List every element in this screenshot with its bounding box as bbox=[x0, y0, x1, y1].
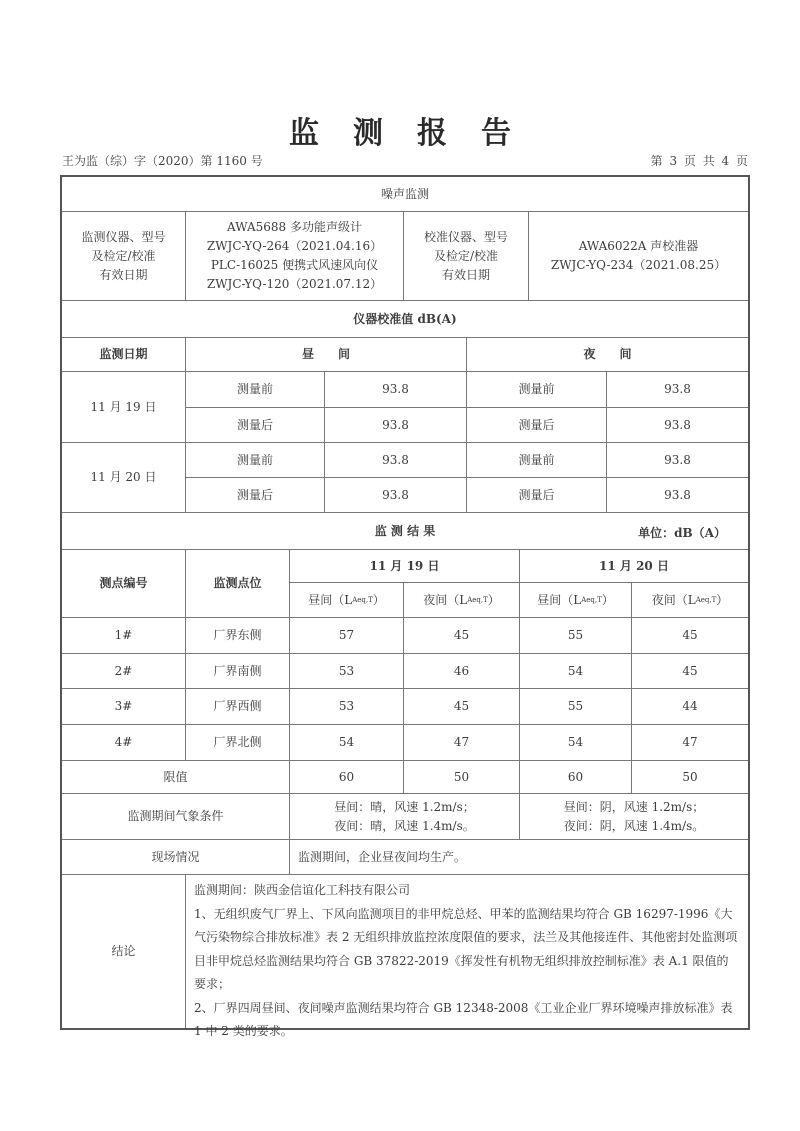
weather-label: 监测期间气象条件 bbox=[62, 794, 290, 840]
date-header: 监测日期 bbox=[62, 338, 186, 372]
night-header: 夜 间 bbox=[467, 338, 748, 372]
instrument-line: ZWJC-YQ-120（2021.07.12） bbox=[206, 277, 383, 291]
header-text: 夜间（L bbox=[423, 592, 468, 607]
after-label: 测量后 bbox=[186, 478, 325, 513]
col-d2-night bbox=[632, 583, 748, 618]
section-title: 噪声监测 bbox=[62, 177, 748, 212]
label-line: 及检定/校准 bbox=[91, 248, 156, 263]
conclusion-label: 结论 bbox=[62, 875, 186, 1028]
result-value: 44 bbox=[632, 689, 748, 725]
header-text: 昼间（L bbox=[308, 592, 353, 607]
header-sub: Aeq,T bbox=[581, 595, 602, 604]
weather-day2 bbox=[520, 794, 748, 840]
weather-day1 bbox=[290, 794, 520, 840]
calibration-value: 93.8 bbox=[607, 408, 748, 443]
header-text: ） bbox=[601, 592, 614, 607]
col-point-id: 测点编号 bbox=[62, 550, 186, 618]
result-value: 45 bbox=[404, 618, 520, 654]
label-line: 有效日期 bbox=[99, 267, 148, 282]
document-number: 王为监（综）字（2020）第 1160 号 bbox=[62, 154, 263, 168]
site-label: 现场情况 bbox=[62, 840, 290, 875]
conclusion-line: 1、无组织废气厂界上、下风向监测项目的非甲烷总烃、甲苯的监测结果均符合 GB 16297-1996《大气污染物综合排放标准》表 2 无组织排放监控浓度限值的要求，法兰及其他接连件、其他密封处监测项目非甲烷总烃监测结果均符合 GB 37822-2019《挥发性有机物无组织排放控制标准》表 A.1 限值的要求； bbox=[194, 906, 738, 991]
col-date1: 11 月 19 日 bbox=[290, 550, 520, 583]
before-label: 测量前 bbox=[467, 372, 607, 408]
label-line: 及检定/校准 bbox=[433, 248, 499, 263]
instrument-line: AWA6022A 声校准器 bbox=[578, 239, 699, 253]
weather-line: 昼间：晴，风速 1.2m/s； bbox=[334, 799, 475, 814]
after-label: 测量后 bbox=[467, 478, 607, 513]
point-location: 厂界南侧 bbox=[186, 654, 290, 689]
label-line: 监测仪器、型号 bbox=[81, 229, 166, 244]
day-header: 昼 间 bbox=[186, 338, 467, 372]
col-d1-night bbox=[404, 583, 520, 618]
point-location: 厂界北侧 bbox=[186, 725, 290, 761]
point-location: 厂界东侧 bbox=[186, 618, 290, 654]
calib-instrument-label bbox=[404, 212, 529, 301]
result-value: 55 bbox=[520, 689, 632, 725]
col-date2: 11 月 20 日 bbox=[520, 550, 748, 583]
results-title: 监 测 结 果 bbox=[62, 513, 748, 550]
calibration-value: 93.8 bbox=[325, 408, 467, 443]
result-value: 47 bbox=[404, 725, 520, 761]
limit-value: 60 bbox=[290, 761, 404, 794]
report-title: 监测报告 bbox=[289, 116, 545, 151]
point-id: 2# bbox=[62, 654, 186, 689]
before-label: 测量前 bbox=[186, 372, 325, 408]
before-label: 测量前 bbox=[186, 443, 325, 478]
result-value: 47 bbox=[632, 725, 748, 761]
header-sub: Aeq,T bbox=[467, 595, 488, 604]
page-info: 第 3 页 共 4 页 bbox=[650, 154, 748, 168]
conclusion-line: 2、厂界四周昼间、夜间噪声监测结果均符合 GB 12348-2008《工业企业厂界环境噪声排放标准》表 1 中 2 类的要求。 bbox=[194, 1000, 733, 1038]
weather-line: 夜间：阴，风速 1.4m/s。 bbox=[563, 818, 705, 833]
calib-instrument-value bbox=[529, 212, 748, 301]
result-value: 45 bbox=[404, 689, 520, 725]
point-location: 厂界西侧 bbox=[186, 689, 290, 725]
before-label: 测量前 bbox=[467, 443, 607, 478]
result-value: 57 bbox=[290, 618, 404, 654]
limit-value: 60 bbox=[520, 761, 632, 794]
header-text: ） bbox=[716, 592, 729, 607]
instrument-line: ZWJC-YQ-234（2021.08.25） bbox=[550, 258, 727, 272]
weather-line: 夜间：晴，风速 1.4m/s。 bbox=[334, 818, 475, 833]
result-value: 55 bbox=[520, 618, 632, 654]
label-line: 有效日期 bbox=[441, 267, 490, 282]
col-d1-day bbox=[290, 583, 404, 618]
result-value: 53 bbox=[290, 654, 404, 689]
label-line: 校准仪器、型号 bbox=[423, 229, 508, 244]
after-label: 测量后 bbox=[467, 408, 607, 443]
point-id: 4# bbox=[62, 725, 186, 761]
limit-value: 50 bbox=[632, 761, 748, 794]
instrument-line: ZWJC-YQ-264（2021.04.16） bbox=[206, 239, 383, 253]
result-value: 53 bbox=[290, 689, 404, 725]
header-text: ） bbox=[487, 592, 500, 607]
monitor-instrument-value bbox=[186, 212, 404, 301]
calibration-title: 仪器校准值 dB(A) bbox=[62, 301, 748, 338]
conclusion-line: 监测期间：陕西金信谊化工科技有限公司 bbox=[194, 883, 411, 897]
header-sub: Aeq,T bbox=[352, 595, 373, 604]
result-value: 45 bbox=[632, 618, 748, 654]
calibration-value: 93.8 bbox=[325, 372, 467, 408]
result-value: 45 bbox=[632, 654, 748, 689]
result-value: 54 bbox=[290, 725, 404, 761]
header-text: ） bbox=[372, 592, 385, 607]
calibration-date: 11 月 19 日 bbox=[62, 372, 186, 443]
point-id: 3# bbox=[62, 689, 186, 725]
result-value: 54 bbox=[520, 654, 632, 689]
site-text: 监测期间，企业昼夜间均生产。 bbox=[290, 840, 748, 875]
instrument-line: PLC-16025 便携式风速风向仪 bbox=[210, 258, 379, 272]
monitor-instrument-label bbox=[62, 212, 186, 301]
results-unit: 单位：dB（A） bbox=[638, 526, 726, 540]
calibration-value: 93.8 bbox=[325, 478, 467, 513]
result-value: 46 bbox=[404, 654, 520, 689]
col-location: 监测点位 bbox=[186, 550, 290, 618]
limit-label: 限值 bbox=[62, 761, 290, 794]
after-label: 测量后 bbox=[186, 408, 325, 443]
calibration-date: 11 月 20 日 bbox=[62, 443, 186, 513]
header-text: 夜间（L bbox=[651, 592, 696, 607]
calibration-value: 93.8 bbox=[607, 478, 748, 513]
instrument-line: AWA5688 多功能声级计 bbox=[227, 220, 362, 234]
calibration-value: 93.8 bbox=[607, 372, 748, 408]
report-table bbox=[60, 175, 750, 1038]
conclusion-text bbox=[186, 875, 748, 1038]
header-text: 昼间（L bbox=[537, 592, 582, 607]
result-value: 54 bbox=[520, 725, 632, 761]
calibration-value: 93.8 bbox=[607, 443, 748, 478]
point-id: 1# bbox=[62, 618, 186, 654]
col-d2-day bbox=[520, 583, 632, 618]
calibration-value: 93.8 bbox=[325, 443, 467, 478]
limit-value: 50 bbox=[404, 761, 520, 794]
weather-line: 昼间：阴，风速 1.2m/s； bbox=[563, 799, 705, 814]
header-sub: Aeq,T bbox=[695, 595, 717, 604]
